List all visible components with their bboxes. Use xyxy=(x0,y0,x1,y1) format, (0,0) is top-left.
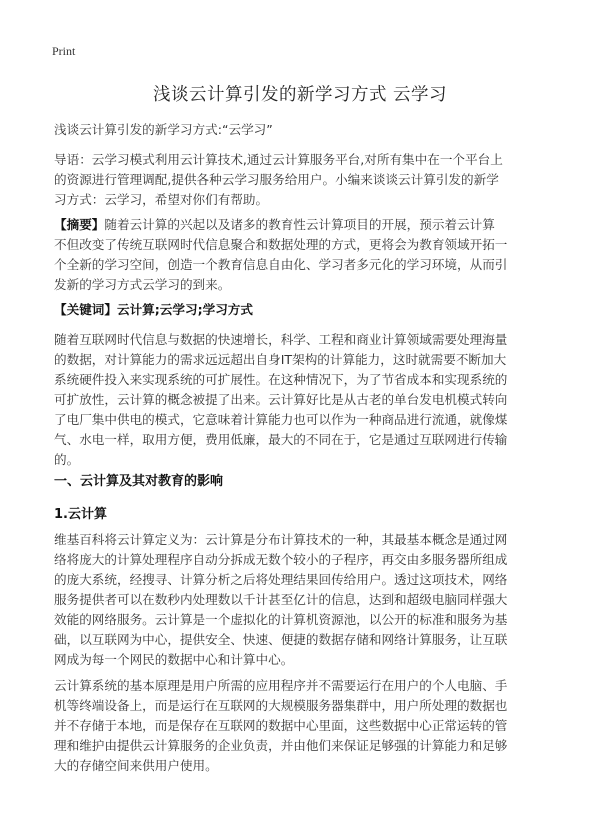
abstract-line: 个全新的学习空间，创造一个教育信息自由化、学习者多元化的学习环境，从而引 xyxy=(54,257,508,272)
body-line: 的数据，对计算能力的需求远远超出自身IT架构的计算能力，这时就需要不断加大 xyxy=(54,352,507,367)
body-line: 的。 xyxy=(54,452,80,467)
keywords-label: 【关键词】 xyxy=(54,302,117,317)
subsection-heading: 1.云计算 xyxy=(54,507,107,522)
print-label: Print xyxy=(52,44,76,58)
section-heading: 一、云计算及其对教育的影响 xyxy=(54,474,224,489)
body-line: 气、水电一样，取用方便，费用低廉，最大的不同在于，它是通过互联网进行传输 xyxy=(54,432,508,447)
body-line: 随着互联网时代信息与数据的快速增长，科学、工程和商业计算领域需要处理海量 xyxy=(54,332,508,347)
document-subtitle: 浅谈云计算引发的新学习方式:“云学习” xyxy=(54,122,273,137)
body-line: 维基百科将云计算定义为：云计算是分布计算技术的一种，其最基本概念是通过网 xyxy=(54,532,508,547)
definition-paragraph xyxy=(54,530,550,670)
abstract-paragraph xyxy=(54,215,550,295)
abstract-label: 【摘要】 xyxy=(54,217,105,232)
body-line: 网成为每一个网民的数据中心和计算中心。 xyxy=(54,652,294,667)
body-line: 可扩放性，云计算的概念被提了出来。云计算好比是从古老的单台发电机模式转向 xyxy=(54,392,508,407)
body-line: 了电厂集中供电的模式，它意味着计算能力也可以作为一种商品进行流通，就像煤 xyxy=(54,412,508,427)
body-line: 础，以互联网为中心，提供安全、快速、便捷的数据存储和网络计算服务，让互联 xyxy=(54,632,508,647)
intro-line: 习方式：云学习，希望对你们有帮助。 xyxy=(54,192,269,207)
intro-line: 导语：云学习模式利用云计算技术,通过云计算服务平台,对所有集中在一个平台上 xyxy=(54,152,503,167)
abstract-line: 随着云计算的兴起以及诸多的教育性云计算项目的开展，预示着云计算 xyxy=(104,217,495,232)
body-line: 络将庞大的计算处理程序自动分拆成无数个较小的子程序，再交由多服务器所组成 xyxy=(54,552,508,567)
body-line: 大的存储空间来供用户使用。 xyxy=(54,758,218,773)
body-line: 服务提供者可以在数秒内处理数以千计甚至亿计的信息，达到和超级电脑同样强大 xyxy=(54,592,508,607)
principle-paragraph xyxy=(54,676,550,776)
intro-paragraph xyxy=(54,150,550,210)
abstract-first-line xyxy=(54,215,550,235)
body-line: 效能的网络服务。云计算是一个虚拟化的计算机资源池，以公开的标准和服务为基 xyxy=(54,612,508,627)
body-line: 的庞大系统，经搜寻、计算分析之后将处理结果回传给用户。透过这项技术，网络 xyxy=(54,572,508,587)
body-line: 理和维护由提供云计算服务的企业负责，并由他们来保证足够强的计算能力和足够 xyxy=(54,738,508,753)
document-title: 浅谈云计算引发的新学习方式 云学习 xyxy=(152,85,448,105)
abstract-line: 不但改变了传统互联网时代信息聚合和数据处理的方式，更将会为教育领域开拓一 xyxy=(54,237,508,252)
keywords-line xyxy=(54,300,550,320)
intro-body-paragraph xyxy=(54,330,550,470)
body-line: 机等终端设备上，而是运行在互联网的大规模服务器集群中，用户所处理的数据也 xyxy=(54,698,508,713)
abstract-line: 发新的学习方式云学习的到来。 xyxy=(54,277,231,292)
intro-line: 的资源进行管理调配,提供各种云学习服务给用户。小编来谈谈云计算引发的新学 xyxy=(54,172,499,187)
body-line: 云计算系统的基本原理是用户所需的应用程序并不需要运行在用户的个人电脑、手 xyxy=(54,678,508,693)
keywords-text: 云计算;云学习;学习方式 xyxy=(116,302,253,317)
body-line: 并不存储于本地，而是保存在互联网的数据中心里面，这些数据中心正常运转的管 xyxy=(54,718,508,733)
body-line: 系统硬件投入来实现系统的可扩展性。在这种情况下，为了节省成本和实现系统的 xyxy=(54,372,508,387)
